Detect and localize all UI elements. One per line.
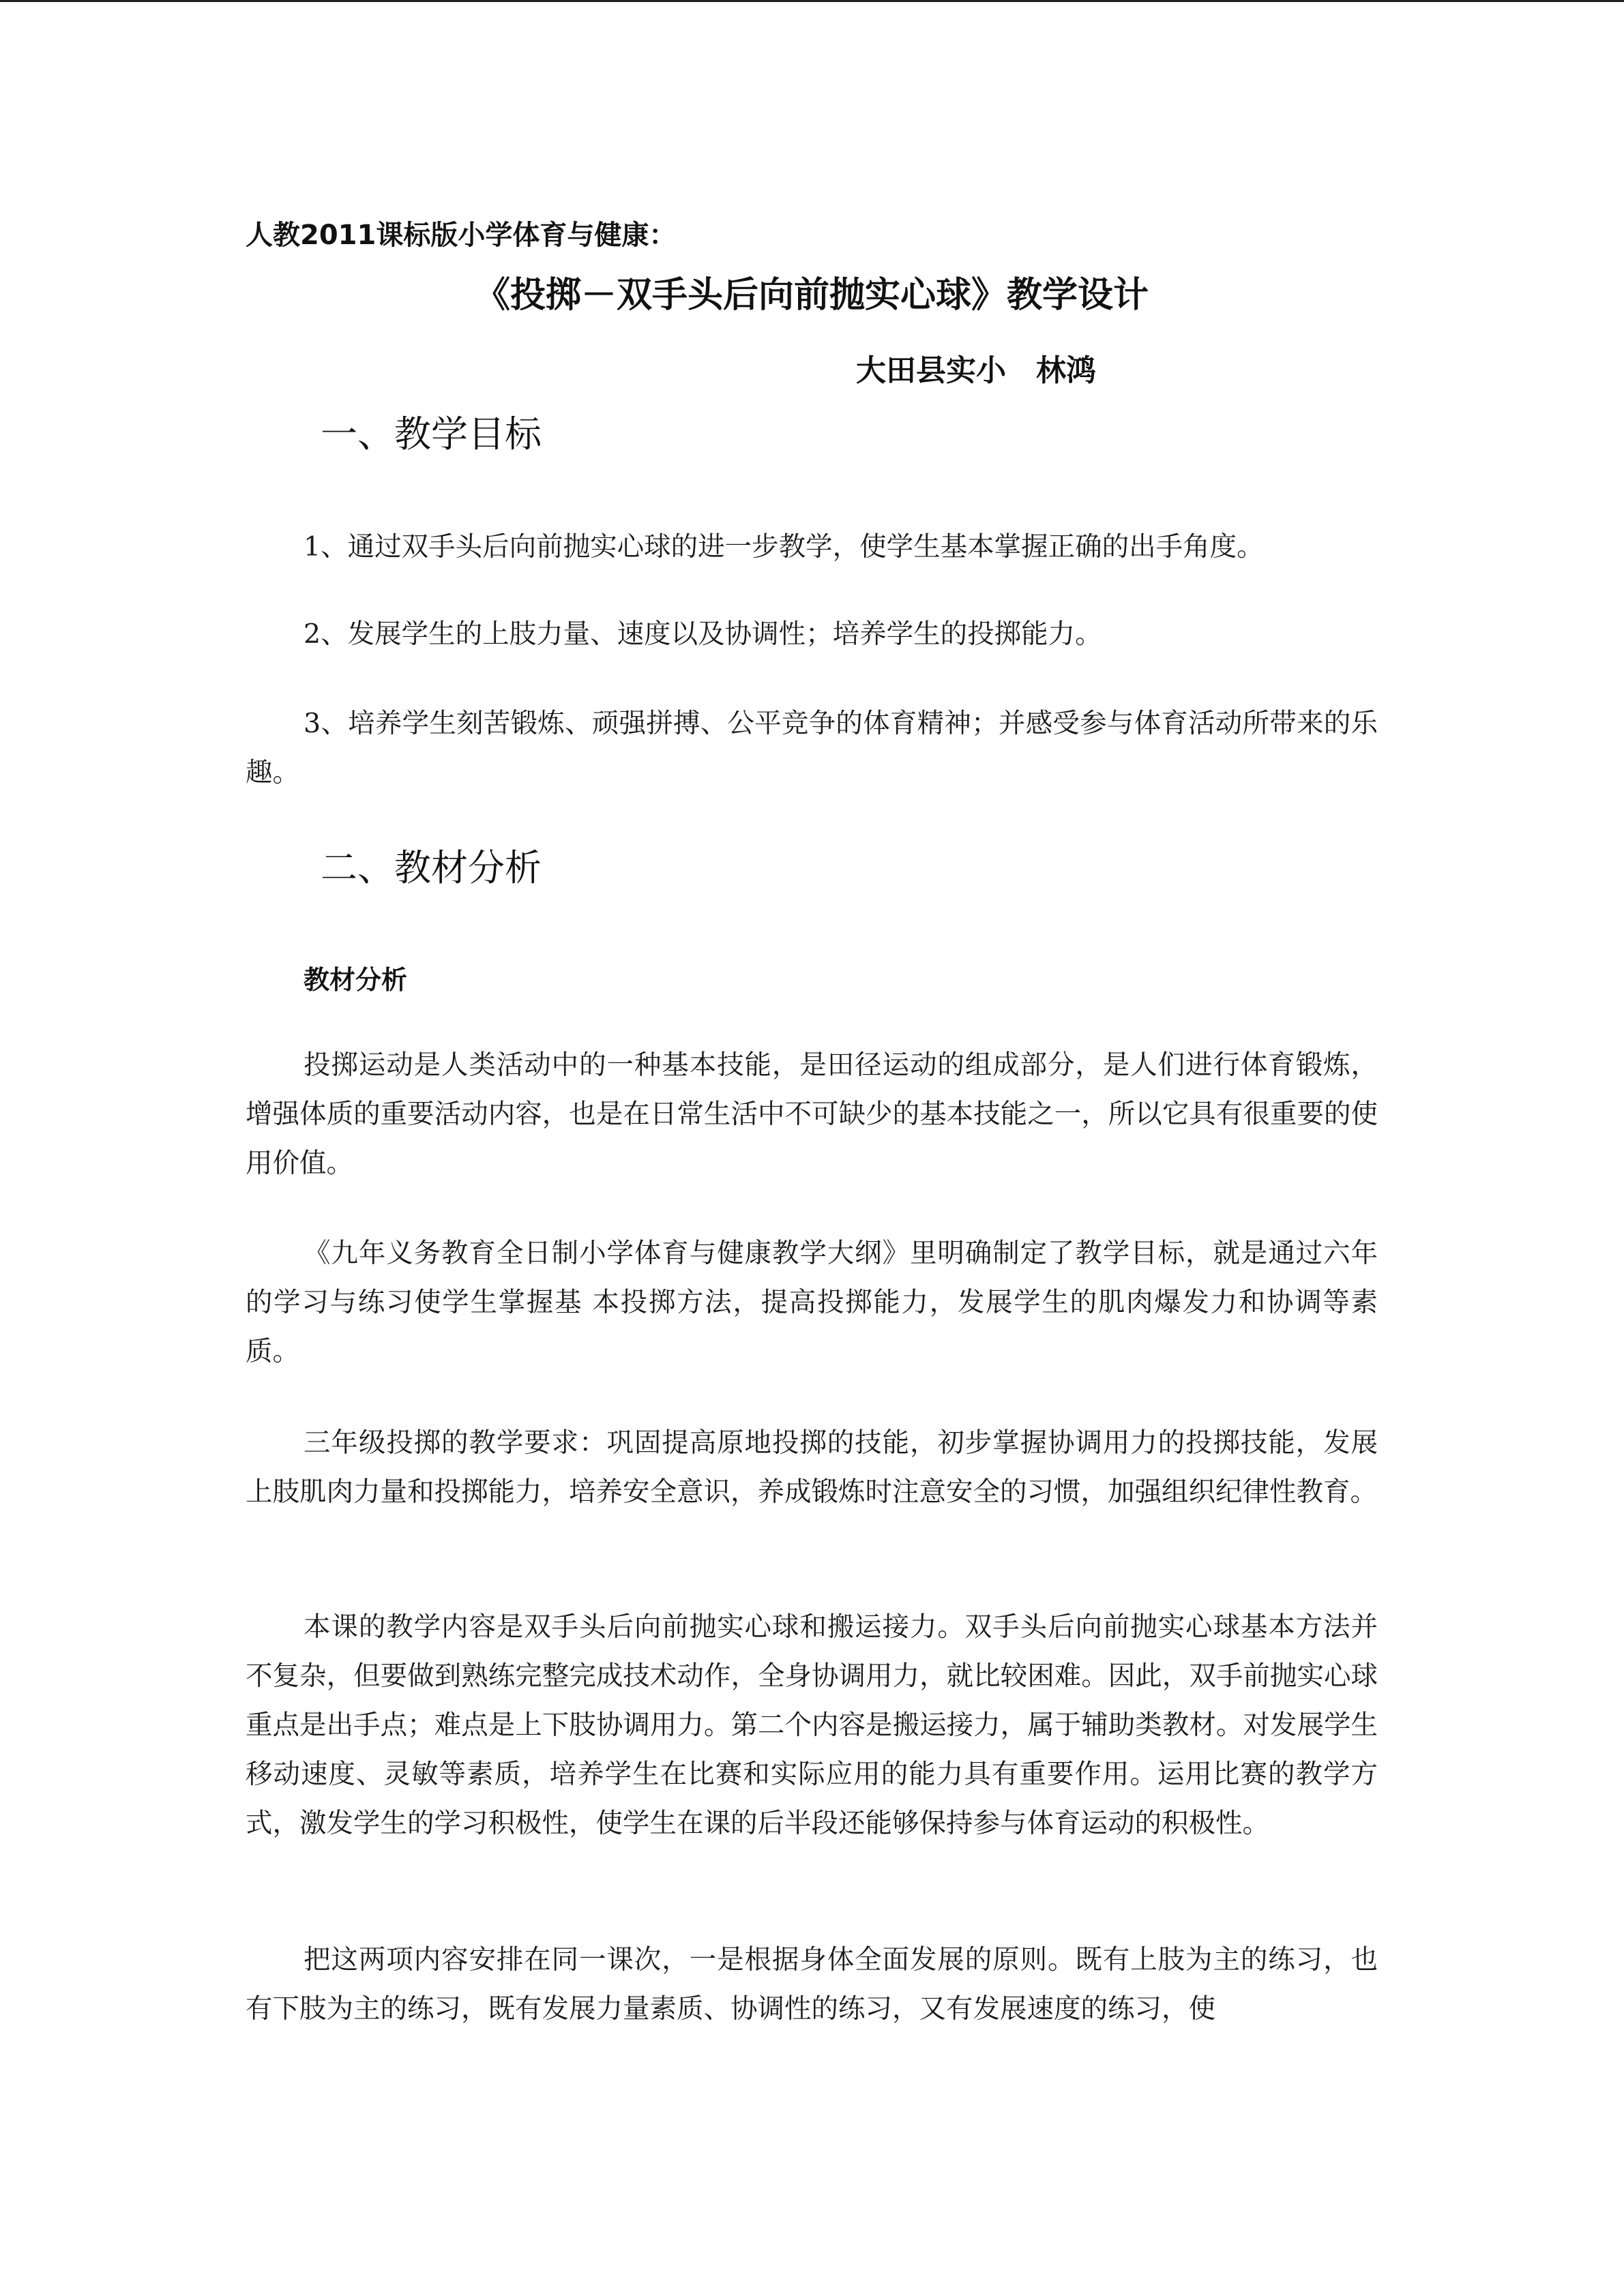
analysis-paragraph-3: 三年级投掷的教学要求：巩固提高原地投掷的技能，初步掌握协调用力的投掷技能，发展上肢肌肉力量和投掷能力，培养安全意识，养成锻炼时注意安全的习惯，加强组织纪律性教育。	[246, 1427, 1378, 1508]
course-header: 人教2011课标版小学体育与健康：	[246, 220, 677, 251]
section-heading-teaching-goals: 一、教学目标	[321, 413, 542, 456]
goal-item-1: 1、通过双手头后向前抛实心球的进一步教学，使学生基本掌握正确的出手角度。	[304, 531, 1264, 563]
goal-item-3: 3、培养学生刻苦锻炼、顽强拼搏、公平竞争的体育精神；并感受参与体育活动所带来的乐趣。	[246, 708, 1378, 788]
section-heading-material-analysis: 二、教材分析	[321, 846, 542, 889]
goal-item-2: 2、发展学生的上肢力量、速度以及协调性；培养学生的投掷能力。	[304, 618, 1102, 650]
analysis-paragraph-4: 本课的教学内容是双手头后向前抛实心球和搬运接力。双手头后向前抛实心球基本方法并不复杂，但要做到熟练完整完成技术动作，全身协调用力，就比较困难。因此，双手前抛实心球重点是出手点；难点是上下肢协调用力。第二个内容是搬运接力，属于辅助类教材。对发展学生移动速度、灵敏等素质，培养学生在比赛和实际应用的能力具有重要作用。运用比赛的教学方式，激发学生的学习积极性，使学生在课的后半段还能够保持参与体育运动的积极性。	[246, 1611, 1378, 1839]
author-line: 大田县实小 林鸿	[856, 353, 1096, 388]
analysis-paragraph-5: 把这两项内容安排在同一课次，一是根据身体全面发展的原则。既有上肢为主的练习，也有下肢为主的练习，既有发展力量素质、协调性的练习，又有发展速度的练习，使	[246, 1944, 1378, 2025]
subheading-material-analysis: 教材分析	[304, 965, 408, 995]
analysis-paragraph-2: 《九年义务教育全日制小学体育与健康教学大纲》里明确制定了教学目标，就是通过六年的学习与练习使学生掌握基 本投掷方法，提高投掷能力，发展学生的肌肉爆发力和协调等素质。	[246, 1238, 1378, 1367]
analysis-paragraph-1: 投掷运动是人类活动中的一种基本技能，是田径运动的组成部分，是人们进行体育锻炼，增强体质的重要活动内容，也是在日常生活中不可缺少的基本技能之一，所以它具有很重要的使用价值。	[246, 1049, 1378, 1179]
document-title: 《投掷－双手头后向前抛实心球》教学设计	[474, 275, 1149, 316]
